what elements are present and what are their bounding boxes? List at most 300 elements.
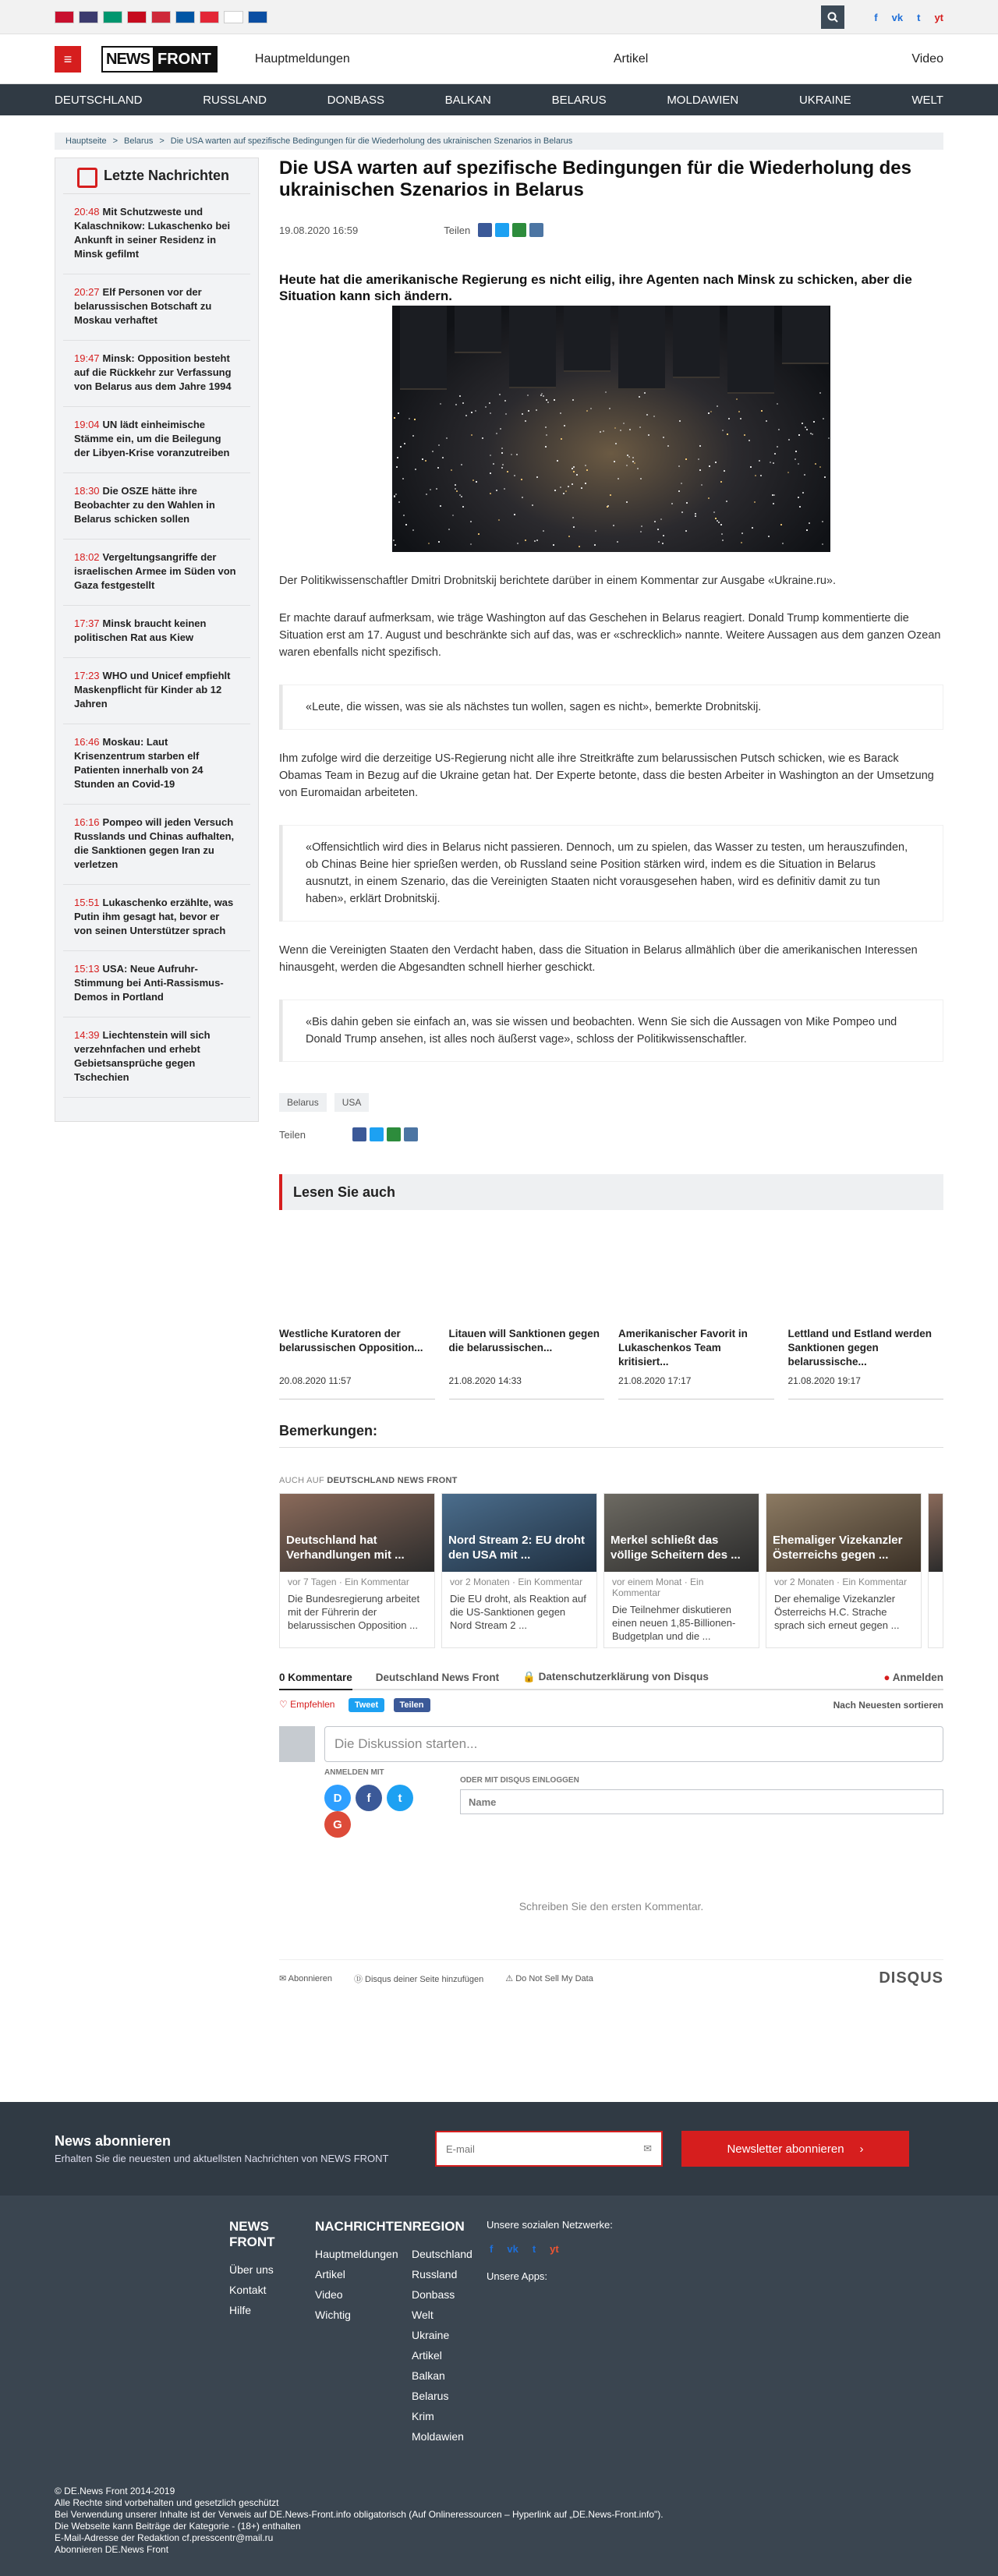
news-time: 15:51 xyxy=(74,897,100,908)
sidebar-news-item[interactable] xyxy=(63,724,250,805)
building xyxy=(564,306,610,372)
do-not-sell-link[interactable]: ⚠ Do Not Sell My Data xyxy=(505,1974,593,1983)
read-also-title: Litauen will Sanktionen gegen die belarussischen... xyxy=(448,1328,600,1353)
footer-link[interactable]: Über uns xyxy=(229,2263,274,2276)
crowd-light xyxy=(585,465,586,466)
crowd-light xyxy=(490,493,491,494)
crowd-light xyxy=(438,541,440,543)
building xyxy=(455,306,501,353)
crowd-light xyxy=(573,466,575,468)
crowd-light xyxy=(726,501,727,502)
login-link[interactable]: ● Anmelden xyxy=(883,1671,943,1683)
crowd-light xyxy=(522,497,523,498)
breadcrumb: Hauptseite > Belarus > Die USA warten auf spezifische Bedingungen für die Wiederholung des ukrainischen Szenarios in Belarus xyxy=(55,133,943,150)
envelope-icon: ✉ xyxy=(643,2143,652,2154)
crowd-light xyxy=(517,543,518,544)
share-twitter-icon[interactable] xyxy=(495,223,509,237)
crowd-light xyxy=(472,479,474,481)
crowd-light xyxy=(777,403,778,405)
share-vk-icon[interactable] xyxy=(404,1127,418,1141)
read-also-item[interactable] xyxy=(618,1327,774,1399)
crowd-light xyxy=(823,418,824,419)
search-icon xyxy=(827,12,838,23)
category-ukraine[interactable]: UKRAINE xyxy=(798,93,851,107)
comments-title: Bemerkungen: xyxy=(279,1423,943,1448)
crowd-light xyxy=(405,524,407,525)
crowd-light xyxy=(799,506,801,508)
category-welt[interactable]: WELT xyxy=(911,93,943,107)
crowd-light xyxy=(536,409,537,411)
sidebar-news-item[interactable] xyxy=(63,658,250,724)
crowd-light xyxy=(718,522,720,523)
crowd-light xyxy=(572,399,574,401)
crowd-light xyxy=(715,518,717,519)
category-nav xyxy=(0,84,998,115)
header xyxy=(0,34,998,84)
news-headline: Mit Schutzweste und Kalaschnikow: Lukaschenko bei Ankunft in seiner Residenz in Minsk gefilmt xyxy=(74,206,231,260)
crowd-light xyxy=(490,455,491,456)
comment-input[interactable]: Die Diskussion starten... xyxy=(324,1726,943,1762)
sidebar-title: Letzte Nachrichten xyxy=(63,158,250,194)
crowd-light xyxy=(713,511,715,513)
tag-belarus[interactable]: Belarus xyxy=(279,1093,327,1112)
crowd-light xyxy=(585,483,586,484)
read-also-title: Amerikanischer Favorit in Lukaschenkos Team kritisiert... xyxy=(618,1328,748,1368)
footer xyxy=(0,2196,998,2576)
sidebar-news-item[interactable] xyxy=(63,274,250,341)
footer-link[interactable]: Wichtig xyxy=(315,2309,351,2321)
tab-site[interactable]: Deutschland News Front xyxy=(375,1671,500,1683)
crowd-light xyxy=(773,494,775,496)
disqus-card[interactable] xyxy=(441,1493,597,1648)
quote: «Bis dahin geben sie einfach an, was sie wissen und beobachten. Wenn Sie sich die Aussagen von Mike Pompeo und Donald Trump ansehen, ist alles noch äußerst vage», schloss der Politikwissenschaftler. xyxy=(279,1000,943,1062)
footer-link[interactable]: Belarus xyxy=(412,2390,449,2402)
quote: «Leute, die wissen, was sie als nächstes tun wollen, sagen es nicht», bemerkte Drobnitskij. xyxy=(279,685,943,730)
crowd-light xyxy=(663,437,664,438)
footer-link[interactable]: Video xyxy=(315,2288,343,2301)
category-belarus[interactable]: BELARUS xyxy=(551,93,607,107)
crowd-light xyxy=(415,469,416,470)
crowd-light xyxy=(482,437,483,439)
crowd-light xyxy=(658,541,660,543)
facebook-icon[interactable]: f xyxy=(874,11,878,23)
crowd-light xyxy=(409,418,410,419)
crowd-light xyxy=(824,476,826,478)
crowd-light xyxy=(610,494,611,496)
crowd-light xyxy=(720,524,722,525)
sidebar-news-item[interactable] xyxy=(63,194,250,274)
crowd-light xyxy=(553,544,554,546)
twitter-login-icon[interactable]: t xyxy=(387,1785,413,1811)
language-flag-icon[interactable] xyxy=(248,11,267,23)
crowd-light xyxy=(812,433,813,435)
crowd-light xyxy=(568,536,570,537)
newsletter-subscribe-button[interactable]: Newsletter abonnieren › xyxy=(681,2131,909,2167)
article-lead: Heute hat die amerikanische Regierung es nicht eilig, ihre Agenten nach Minsk zu schicken, aber die Situation kann sich ändern. xyxy=(279,272,912,303)
crowd-light xyxy=(414,419,416,420)
crowd-light xyxy=(590,408,592,409)
crowd-light xyxy=(516,454,518,455)
crowd-light xyxy=(617,541,618,543)
crowd-light xyxy=(536,540,538,541)
crowd-light xyxy=(613,525,614,526)
paragraph: Ihm zufolge wird die derzeitige US-Regierung nicht alle ihre Streitkräfte zum belarussischen Putsch schicken, wie es Barack Obamas Team in Bezug auf die Ukraine getan hat. Der Experte betonte, dass die besten Arbeiter in Washington an der Umsetzung von Euromaidan arbeiteten. xyxy=(279,752,934,799)
crowd-light xyxy=(394,417,395,419)
footer-link[interactable]: Welt xyxy=(412,2309,434,2321)
newsletter-title: News abonnieren xyxy=(55,2133,172,2149)
recommend-button[interactable]: ♡ Empfehlen xyxy=(279,1699,335,1710)
crowd-light xyxy=(754,501,756,503)
language-flag-icon[interactable] xyxy=(79,11,98,23)
crowd-light xyxy=(394,495,395,497)
paragraph: Wenn die Vereinigten Staaten den Verdacht haben, dass die Situation in Belarus allmählich über die amerikanischen Interessen hinausgeht, werden die Abgesandten schnell hierher geschickt. xyxy=(279,944,918,974)
crowd-light xyxy=(738,411,740,412)
sidebar-news-item[interactable] xyxy=(63,473,250,540)
category-russland[interactable]: RUSSLAND xyxy=(203,93,267,107)
also-on: AUCH AUF DEUTSCHLAND NEWS FRONT xyxy=(279,1476,458,1485)
nav-artikel[interactable]: Artikel xyxy=(613,52,649,65)
news-headline: Elf Personen vor der belarussischen Botschaft zu Moskau verhaftet xyxy=(74,286,212,326)
footer-link[interactable]: Hilfe xyxy=(229,2304,252,2316)
footer-link[interactable]: Russland xyxy=(412,2268,458,2281)
facebook-icon[interactable]: f xyxy=(490,2243,494,2255)
disqus-login-icon[interactable]: D xyxy=(324,1785,351,1811)
crowd-light xyxy=(720,481,722,483)
google-login-icon[interactable]: G xyxy=(324,1811,351,1838)
crowd-light xyxy=(432,451,434,452)
nav-hauptmeldungen[interactable]: Hauptmeldungen xyxy=(254,52,350,65)
sidebar-news-item[interactable] xyxy=(63,951,250,1017)
crowd-light xyxy=(802,423,803,424)
youtube-icon[interactable]: yt xyxy=(934,11,943,23)
crowd-light xyxy=(573,526,575,528)
disqus-card-meta: vor 2 Monaten · Ein Kommentar xyxy=(450,1576,583,1587)
building xyxy=(782,306,829,364)
crumb-belarus[interactable]: Belarus xyxy=(124,136,154,146)
crowd-light xyxy=(724,470,725,472)
footer-link[interactable]: Balkan xyxy=(412,2369,445,2382)
twitter-icon[interactable]: t xyxy=(917,11,921,23)
news-time: 14:39 xyxy=(74,1029,100,1041)
crowd-light xyxy=(748,440,750,441)
crowd-light xyxy=(573,471,575,472)
crowd-light xyxy=(640,478,642,479)
disqus-logo[interactable]: DISQUS xyxy=(879,1969,943,1987)
share-facebook-icon[interactable] xyxy=(478,223,492,237)
sidebar-news-item[interactable] xyxy=(63,407,250,473)
add-disqus-link[interactable]: Ⓓ Disqus deiner Seite hinzufügen xyxy=(353,1974,484,1984)
crowd-light xyxy=(685,530,687,532)
crowd-light xyxy=(782,543,784,544)
footer-link[interactable]: Hauptmeldungen xyxy=(315,2248,398,2260)
read-also-item[interactable] xyxy=(279,1327,435,1399)
newsletter-email-input[interactable]: E-mail ✉ xyxy=(435,2131,663,2167)
name-input[interactable]: Name xyxy=(460,1789,943,1814)
language-flag-icon[interactable] xyxy=(224,11,243,23)
article xyxy=(279,157,943,1987)
crowd-light xyxy=(527,395,529,396)
crowd-light xyxy=(485,406,487,408)
crowd-light xyxy=(600,431,601,433)
facebook-share-button[interactable]: Teilen xyxy=(394,1698,430,1712)
crowd-light xyxy=(802,492,804,494)
building xyxy=(509,306,556,388)
footer-link[interactable]: Donbass xyxy=(412,2288,455,2301)
crowd-light xyxy=(626,465,628,466)
crowd-light xyxy=(777,446,778,448)
crowd-light xyxy=(822,543,823,545)
crowd-light xyxy=(695,513,696,515)
news-headline: Moskau: Laut Krisenzentrum starben elf Patienten innerhalb von 24 Stunden an Covid-19 xyxy=(74,736,203,790)
share-facebook-icon[interactable] xyxy=(352,1127,366,1141)
language-flag-icon[interactable] xyxy=(103,11,122,23)
crowd-light xyxy=(648,434,649,436)
facebook-login-icon[interactable]: f xyxy=(356,1785,382,1811)
crowd-light xyxy=(398,412,399,414)
copyright-line: Bei Verwendung unserer Inhalte ist der Verweis auf DE.News-Front.info obligatorisch (Auf Onlineressourcen – Hyperlink auf „DE.News-Front.info"). xyxy=(55,2509,664,2520)
login-options: ANMELDEN MIT D f tG ODER MIT DISQUS EINLOGGEN Name xyxy=(324,1768,943,1838)
menu-button[interactable]: ≡ xyxy=(55,46,81,73)
tab-comments[interactable]: 0 Kommentare xyxy=(279,1665,352,1690)
crowd-light xyxy=(671,503,673,504)
crowd-light xyxy=(787,472,789,473)
newsletter-subtitle: Erhalten Sie die neuesten und aktuellsten Nachrichten von NEWS FRONT xyxy=(55,2153,389,2164)
crowd-light xyxy=(452,515,454,516)
crowd-light xyxy=(402,478,404,479)
news-time: 19:47 xyxy=(74,352,100,364)
crowd-light xyxy=(504,488,505,490)
crowd-light xyxy=(493,463,494,465)
crowd-light xyxy=(632,461,634,462)
sidebar-news-item[interactable] xyxy=(63,606,250,658)
crowd-light xyxy=(395,494,397,495)
crowd-light xyxy=(813,421,815,423)
crowd-light xyxy=(501,452,503,454)
disqus-card[interactable] xyxy=(928,1493,943,1648)
crowd-light xyxy=(565,490,567,492)
crowd-light xyxy=(662,543,664,544)
sidebar-news-item[interactable] xyxy=(63,805,250,885)
footer-link[interactable]: Deutschland xyxy=(412,2248,472,2260)
crowd-light xyxy=(798,463,799,465)
footer-link[interactable]: Krim xyxy=(412,2410,434,2422)
crowd-light xyxy=(768,536,770,537)
crowd-light xyxy=(398,501,400,503)
crowd-light xyxy=(698,458,699,460)
crowd-light xyxy=(639,426,641,428)
copyright-line: Die Webseite kann Beiträge der Kategorie - (18+) enthalten xyxy=(55,2521,301,2532)
read-also-item[interactable] xyxy=(788,1327,944,1399)
news-time: 19:04 xyxy=(74,419,100,430)
crowd-light xyxy=(572,483,573,485)
language-flag-icon[interactable] xyxy=(127,11,147,23)
share-label: Teilen xyxy=(444,224,471,236)
disqus-card-image: Merkel schließt das völlige Scheitern des ... xyxy=(604,1494,759,1572)
crowd-light xyxy=(507,471,508,472)
news-time: 15:13 xyxy=(74,963,100,975)
category-moldawien[interactable]: MOLDAWIEN xyxy=(667,93,739,107)
crowd-light xyxy=(605,391,607,393)
crowd-light xyxy=(805,426,806,428)
crowd-light xyxy=(663,535,664,536)
read-also-date: 21.08.2020 19:17 xyxy=(787,1375,861,1386)
disqus-footer xyxy=(279,1959,943,1987)
sidebar-news-item[interactable] xyxy=(63,341,250,407)
news-headline: Pompeo will jeden Versuch Russlands und Chinas aufhalten, die Sanktionen gegen Iran zu verletzen xyxy=(74,816,235,870)
crowd-light xyxy=(560,412,561,414)
crowd-light xyxy=(686,502,688,504)
footer-link[interactable]: Ukraine xyxy=(412,2329,450,2341)
crowd-light xyxy=(426,494,427,495)
crowd-light xyxy=(788,439,790,441)
share-vk-icon[interactable] xyxy=(529,223,543,237)
crowd-light xyxy=(607,506,608,508)
language-flag-icon[interactable] xyxy=(151,11,171,23)
crowd-light xyxy=(563,493,564,494)
tag-usa[interactable]: USA xyxy=(334,1093,370,1112)
crowd-light xyxy=(496,490,497,491)
crowd-light xyxy=(699,469,701,471)
crowd-light xyxy=(609,408,610,409)
sidebar-news-item[interactable] xyxy=(63,885,250,951)
crowd-light xyxy=(489,402,490,404)
news-headline: Lukaschenko erzählte, was Putin ihm gesagt hat, bevor er von seinen Unterstützer sprach xyxy=(74,897,234,936)
crowd-light xyxy=(545,446,547,448)
read-also-date: 20.08.2020 11:57 xyxy=(279,1375,352,1386)
crowd-light xyxy=(514,514,515,515)
disqus-card-image: Ehemaliger Vizekanzler Österreichs gegen ... xyxy=(766,1494,921,1572)
vk-icon[interactable]: vk xyxy=(507,2243,518,2255)
crowd-light xyxy=(465,415,467,416)
news-headline: UN lädt einheimische Stämme ein, um die Beilegung der Libyen-Krise voranzutreiben xyxy=(74,419,230,458)
footer-link[interactable]: Moldawien xyxy=(412,2430,464,2443)
vk-icon[interactable]: vk xyxy=(891,11,904,23)
crowd-light xyxy=(620,430,621,431)
crowd-light xyxy=(741,542,742,543)
read-also-date: 21.08.2020 14:33 xyxy=(448,1375,522,1386)
youtube-icon[interactable]: yt xyxy=(550,2243,559,2255)
language-flag-icon[interactable] xyxy=(175,11,195,23)
disqus-card[interactable] xyxy=(766,1493,922,1648)
news-time: 18:02 xyxy=(74,551,100,563)
news-headline: Liechtenstein will sich verzehnfachen und erhebt Gebietsansprüche gegen Tschechien xyxy=(74,1029,211,1083)
disqus-card-text: Der ehemalige Vizekanzler Österreichs H.C. Strache sprach sich erneut gegen ... xyxy=(774,1593,900,1631)
crowd-light xyxy=(455,404,457,405)
crowd-light xyxy=(822,521,823,522)
crowd-light xyxy=(455,484,456,486)
tweet-button[interactable]: Tweet xyxy=(349,1698,384,1712)
crowd-light xyxy=(615,443,617,444)
news-time: 16:46 xyxy=(74,736,100,748)
disqus-card-meta: vor 7 Tagen · Ein Kommentar xyxy=(288,1576,409,1587)
crowd-light xyxy=(471,412,472,413)
sidebar-news-item[interactable] xyxy=(63,1017,250,1098)
read-also-item[interactable] xyxy=(449,1327,605,1399)
crowd-light xyxy=(436,488,437,490)
crowd-light xyxy=(499,394,501,395)
crowd-light xyxy=(397,457,398,458)
crowd-light xyxy=(715,462,717,463)
crowd-light xyxy=(470,521,472,522)
crowd-light xyxy=(717,405,718,407)
sidebar-news-item[interactable] xyxy=(63,540,250,606)
read-also-title: Lesen Sie auch xyxy=(279,1174,943,1210)
language-flag-icon[interactable] xyxy=(55,11,74,23)
crumb-home[interactable]: Hauptseite xyxy=(65,136,107,146)
sort-select[interactable]: Nach Neuesten sortieren xyxy=(833,1700,943,1711)
footer-link[interactable]: Artikel xyxy=(412,2349,442,2362)
crowd-light xyxy=(430,489,431,490)
privacy-link[interactable]: 🔒 Datenschutzerklärung von Disqus xyxy=(522,1671,709,1683)
crowd-light xyxy=(505,413,507,415)
crowd-light xyxy=(641,525,642,527)
news-headline: Minsk: Opposition besteht auf die Rückkehr zur Verfassung von Belarus aus dem Jahre 1994 xyxy=(74,352,232,392)
crowd-light xyxy=(750,466,752,468)
building xyxy=(727,306,774,394)
crowd-light xyxy=(722,540,724,541)
search-button[interactable] xyxy=(821,5,844,29)
footer-link[interactable]: Kontakt xyxy=(229,2284,267,2296)
crowd-light xyxy=(403,515,405,516)
read-also-list xyxy=(279,1327,943,1399)
crowd-light xyxy=(755,475,756,476)
news-time: 17:23 xyxy=(74,670,100,681)
crowd-light xyxy=(461,496,462,497)
logo[interactable]: NEWS FRONT xyxy=(101,46,218,73)
disqus-card[interactable] xyxy=(279,1493,435,1648)
language-flag-icon[interactable] xyxy=(200,11,219,23)
crowd-light xyxy=(679,420,681,422)
copyright xyxy=(55,2486,664,2556)
copyright-line: E-Mail-Adresse der Redaktion cf.presscentr@mail.ru xyxy=(55,2532,274,2543)
crowd-light xyxy=(667,445,669,447)
article-date: 19.08.2020 16:59 xyxy=(279,224,359,236)
social-title: Unsere sozialen Netzwerke: xyxy=(487,2219,613,2231)
copyright-line[interactable]: Abonnieren DE.News Front xyxy=(55,2544,169,2555)
share-xing-icon[interactable] xyxy=(387,1127,401,1141)
crowd-light xyxy=(628,456,630,458)
crowd-light xyxy=(490,472,491,474)
disqus-card[interactable] xyxy=(603,1493,759,1648)
crowd-light xyxy=(396,466,398,468)
category-deutschland[interactable]: DEUTSCHLAND xyxy=(55,93,143,107)
share-xing-icon[interactable] xyxy=(512,223,526,237)
empty-comments-text: Schreiben Sie den ersten Kommentar. xyxy=(518,1900,704,1913)
subscribe-link[interactable]: ✉ Abonnieren xyxy=(279,1974,332,1983)
crowd-light xyxy=(759,460,760,462)
crowd-light xyxy=(798,497,799,498)
share-twitter-icon[interactable] xyxy=(370,1127,384,1141)
crowd-light xyxy=(522,413,523,415)
category-donbass[interactable]: DONBASS xyxy=(327,93,384,107)
crowd-light xyxy=(646,414,648,416)
disqus-tabs xyxy=(279,1665,943,1690)
disqus-card-text: Die EU droht, als Reaktion auf die US-Sanktionen gegen Nord Stream 2 ... xyxy=(450,1593,586,1631)
crowd-light xyxy=(547,402,549,403)
crowd-light xyxy=(654,521,656,522)
disqus-card-meta: vor einem Monat · Ein Kommentar xyxy=(612,1576,704,1598)
twitter-icon[interactable]: t xyxy=(532,2243,536,2255)
nav-video[interactable]: Video xyxy=(911,52,943,65)
crowd-light xyxy=(819,392,821,394)
crowd-light xyxy=(780,524,782,525)
crowd-light xyxy=(804,474,805,476)
category-balkan[interactable]: BALKAN xyxy=(444,93,491,107)
quote: «Offensichtlich wird dies in Belarus nicht passieren. Dennoch, um zu spielen, das Wasser zu testen, um herauszufinden, ob Chinas Beine hier sprießen werden, ob Russland seine Position stärken wird, indem es die Situation in Belarus ausnutzt, in einem Szenario, das die Vereinigten Staaten nicht vorausgesehen haben, wird es definitiv damit zu tun haben», erklärt Drobnitskij. xyxy=(279,825,943,922)
footer-link[interactable]: Artikel xyxy=(315,2268,345,2281)
crowd-light xyxy=(462,506,464,508)
article-meta xyxy=(279,223,943,237)
